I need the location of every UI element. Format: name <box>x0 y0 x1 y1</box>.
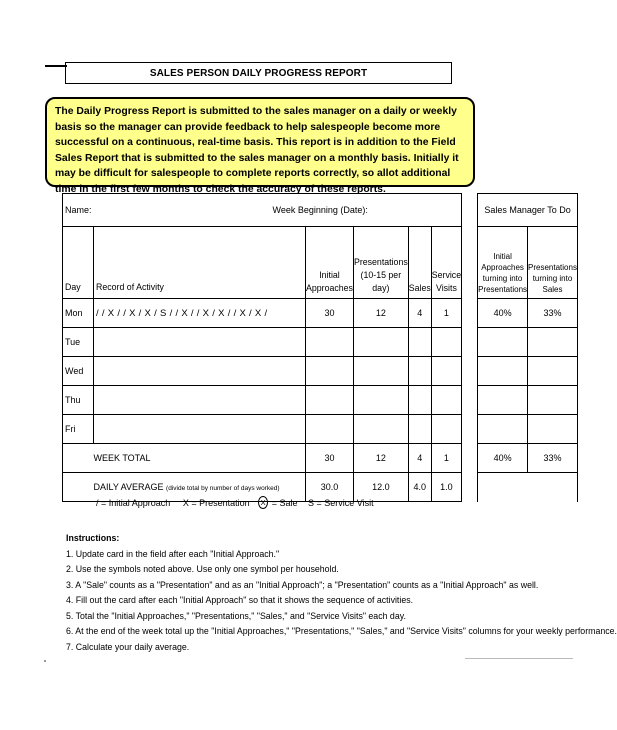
footer-dot <box>44 660 46 662</box>
total-pct1: 40% <box>478 444 528 473</box>
header-initial-approaches: Initial Approaches <box>306 227 354 299</box>
record-cell[interactable] <box>94 415 306 444</box>
total-pct2: 33% <box>528 444 578 473</box>
presentations-cell[interactable] <box>353 357 408 386</box>
instruction-item: 1. Update card in the field after each "Initial Approach." <box>66 548 280 559</box>
total-presentations: 12 <box>353 444 408 473</box>
instruction-item: 4. Fill out the card after each "Initial Approach" so that it shows the sequence of activities. <box>66 595 414 605</box>
service-cell[interactable] <box>431 386 461 415</box>
pct1-cell <box>478 386 528 415</box>
table-row <box>63 415 578 444</box>
pct2-cell: 33% <box>528 299 578 328</box>
day-cell: Mon <box>63 299 94 328</box>
week-beginning-field[interactable]: Week Beginning (Date): <box>306 194 462 227</box>
header-pct-approach-to-presentation: Initial Approaches turning into Presentations <box>478 227 528 299</box>
instruction-item: 7. Calculate your daily average. <box>66 641 190 652</box>
total-service: 1 <box>431 444 461 473</box>
pct1-cell <box>478 357 528 386</box>
sales-cell[interactable] <box>408 415 431 444</box>
sales-cell[interactable] <box>408 357 431 386</box>
title-accent-line <box>45 65 67 67</box>
total-initial: 30 <box>306 444 354 473</box>
activity-table <box>62 193 578 502</box>
header-pct-presentation-to-sale: Presentations turning into Sales <box>528 227 578 299</box>
instruction-item: 6. At the end of the week total up the "Initial Approaches," "Presentations," "Sales," and "Service Visits" columns for your weekly performance. <box>66 626 617 636</box>
pct2-cell <box>528 415 578 444</box>
pct2-cell <box>528 386 578 415</box>
initial-cell[interactable] <box>306 386 354 415</box>
service-cell[interactable] <box>431 415 461 444</box>
header-presentations: Presentations (10-15 per day) <box>353 227 408 299</box>
header-record: Record of Activity <box>94 227 306 299</box>
header-day: Day <box>63 227 94 299</box>
initial-cell[interactable] <box>306 415 354 444</box>
avg-service: 1.0 <box>431 473 461 502</box>
instruction-item: 5. Total the "Initial Approaches," "Presentations," "Sales," and "Service Visits" each day. <box>66 610 406 621</box>
instruction-item: 3. A "Sale" counts as a "Presentation" and as an "Initial Approach"; a "Presentation" counts as a "Initial Approach" as well. <box>66 579 539 590</box>
manager-todo-header: Sales Manager To Do <box>478 194 578 227</box>
pct1-cell: 40% <box>478 299 528 328</box>
legend-initial: / = Initial Approach <box>96 497 171 508</box>
instruction-item: 2. Use the symbols noted above. Use only one symbol per household. <box>66 564 339 574</box>
table-row <box>63 386 578 415</box>
week-total-row <box>63 444 578 473</box>
service-cell[interactable]: 1 <box>431 299 461 328</box>
name-field[interactable]: Name: <box>63 194 306 227</box>
pct2-cell <box>528 328 578 357</box>
day-cell: Fri <box>63 415 94 444</box>
record-cell[interactable] <box>94 386 306 415</box>
pct2-cell <box>528 357 578 386</box>
header-service-visits: Service Visits <box>431 227 461 299</box>
initial-cell[interactable]: 30 <box>306 299 354 328</box>
day-cell: Thu <box>63 386 94 415</box>
header-sales: Sales <box>408 227 431 299</box>
presentation-symbol: X <box>182 497 189 508</box>
instructions-heading: Instructions: <box>66 533 120 543</box>
avg-presentations: 12.0 <box>353 473 408 502</box>
presentations-cell[interactable] <box>353 415 408 444</box>
sales-cell[interactable] <box>408 386 431 415</box>
service-cell[interactable] <box>431 328 461 357</box>
sales-cell[interactable]: 4 <box>408 299 431 328</box>
record-cell[interactable]: / / X / / X / X / S / / X / / X / X / / X / X / <box>94 299 306 328</box>
daily-average-label: DAILY AVERAGE (divide total by number of days worked) <box>94 473 306 502</box>
instructions <box>66 531 617 655</box>
pct1-cell <box>478 415 528 444</box>
record-cell[interactable] <box>94 357 306 386</box>
presentations-cell[interactable] <box>353 328 408 357</box>
legend-sale: = Sale <box>271 497 298 508</box>
avg-initial: 30.0 <box>306 473 354 502</box>
week-total-label: WEEK TOTAL <box>94 444 306 473</box>
sales-cell[interactable] <box>408 328 431 357</box>
day-cell: Tue <box>63 328 94 357</box>
footer-rule <box>465 658 573 659</box>
avg-sales: 4.0 <box>408 473 431 502</box>
table-row <box>63 357 578 386</box>
table-row <box>63 299 578 328</box>
pct1-cell <box>478 328 528 357</box>
initial-cell[interactable] <box>306 328 354 357</box>
symbol-legend <box>96 496 374 509</box>
legend-service: S = Service Visit <box>307 497 374 508</box>
legend-presentation: = Presentation <box>191 497 250 508</box>
service-cell[interactable] <box>431 357 461 386</box>
table-row <box>63 328 578 357</box>
day-cell: Wed <box>63 357 94 386</box>
presentations-cell[interactable] <box>353 386 408 415</box>
initial-cell[interactable] <box>306 357 354 386</box>
record-cell[interactable] <box>94 328 306 357</box>
intro-note: The Daily Progress Report is submitted to the sales manager on a daily or weekly basis so the manager can provide feedback to help salespeople become more successful on a continuous, real-time basis. This report is in addition to the Field Sales Report that is submitted to the sales manager on a monthly basis. Initially it may be difficult for salespeople to complete reports correctly, so allot additional time in the first few months to check the accuracy of these reports. <box>45 97 475 187</box>
sale-symbol-circle: X <box>258 496 268 509</box>
report-title: SALES PERSON DAILY PROGRESS REPORT <box>65 62 452 84</box>
total-sales: 4 <box>408 444 431 473</box>
presentations-cell[interactable]: 12 <box>353 299 408 328</box>
